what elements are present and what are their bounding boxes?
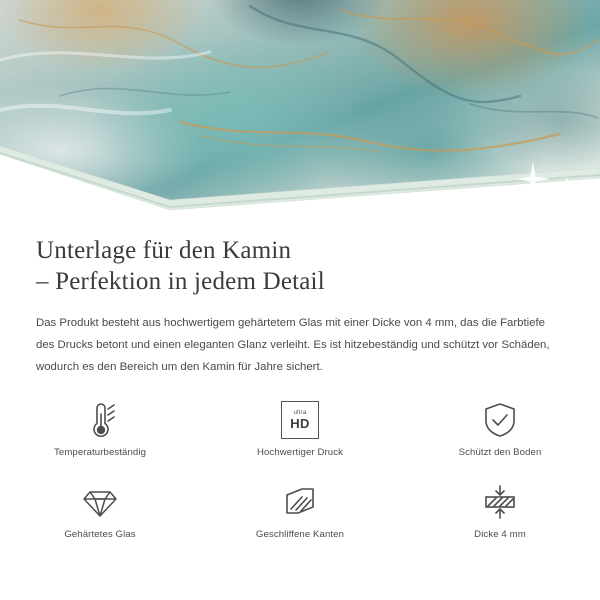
- diamond-icon: [78, 478, 122, 526]
- feature-label: Schützt den Boden: [458, 447, 542, 458]
- feature-item-floor-protection: [400, 396, 600, 474]
- polished-edges-icon: [278, 478, 322, 526]
- feature-item-temperature: [0, 396, 200, 474]
- feature-label: Geschliffene Kanten: [255, 529, 345, 540]
- shield-check-icon: [478, 396, 522, 444]
- thermometer-icon: [78, 396, 122, 444]
- badge-top-text: ultra: [293, 408, 307, 416]
- page-title-line-1: Unterlage für den Kamin: [36, 237, 292, 264]
- feature-label: Gehärtetes Glas: [64, 529, 136, 540]
- feature-label: Dicke 4 mm: [474, 529, 526, 540]
- feature-item-thickness: [400, 478, 600, 556]
- hero-image: [0, 0, 600, 210]
- feature-item-polished-edges: [200, 478, 400, 556]
- page-title: [0, 210, 600, 297]
- text-content: [0, 210, 600, 378]
- page-title-line-2: – Perfektion in jedem Detail: [36, 268, 325, 295]
- feature-item-print-quality: [200, 396, 400, 474]
- description-paragraph: Das Produkt besteht aus hochwertigem gehärtetem Glas mit einer Dicke von 4 mm, das die Farbtiefe des Drucks betont und einen eleganten Glanz verleiht. Es ist hitzebeständig und schützt vor Schäden, wodurch es den Bereich um den Kamin für Jahre sichert.: [36, 317, 550, 373]
- badge-main-text: HD: [290, 416, 310, 432]
- feature-grid: [0, 396, 600, 556]
- glass-edge: [0, 0, 600, 210]
- feature-label: Temperaturbeständig: [53, 447, 147, 458]
- feature-item-tempered-glass: [0, 478, 200, 556]
- ultra-hd-badge-icon: [281, 396, 319, 444]
- feature-label: Hochwertiger Druck: [256, 447, 344, 458]
- thickness-arrows-icon: [478, 478, 522, 526]
